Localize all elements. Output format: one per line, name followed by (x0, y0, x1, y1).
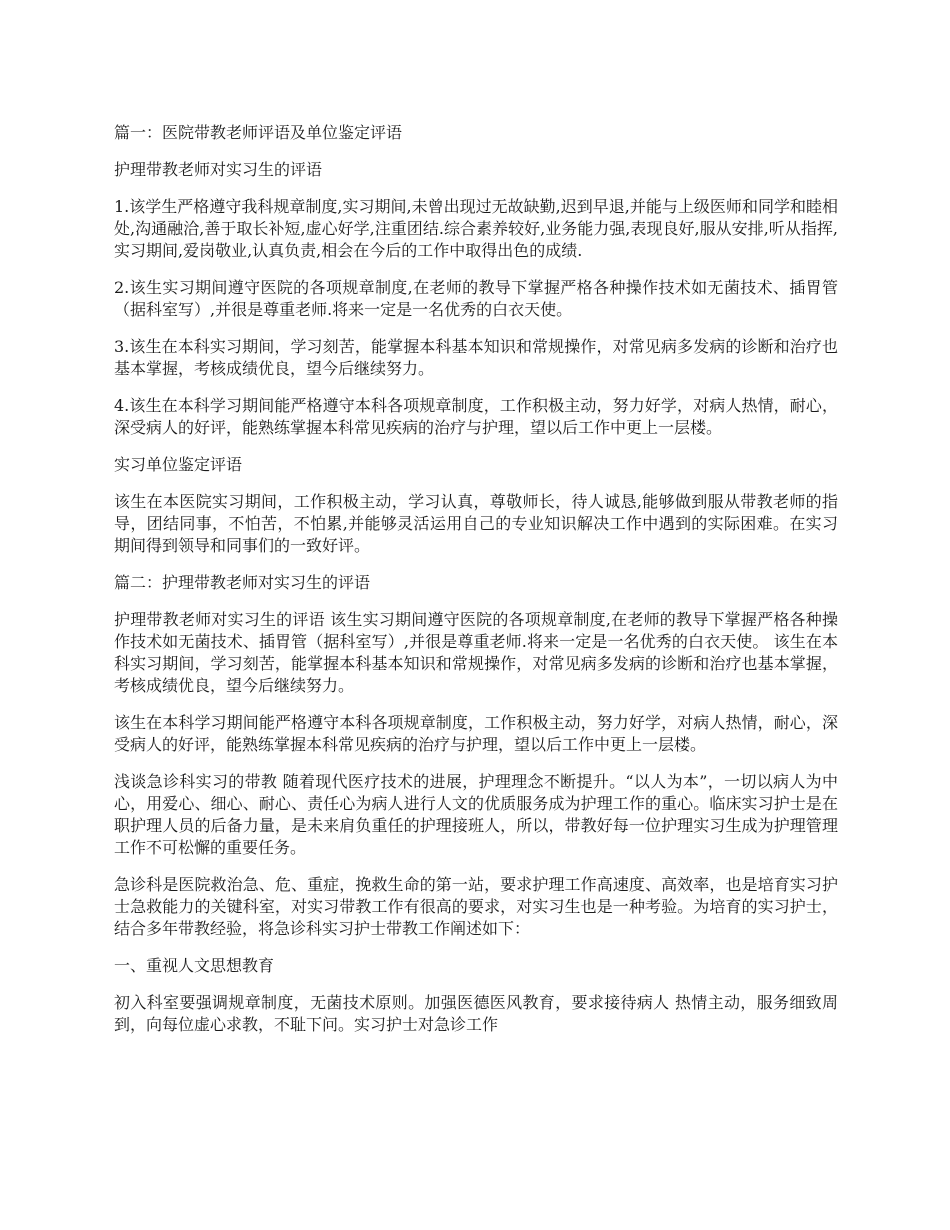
emergency-teaching-paragraph-1: 浅谈急诊科实习的带教 随着现代医疗技术的进展，护理理念不断提升。“以人为本”，一切以病人为中心，用爱心、细心、耐心、责任心为病人进行人文的优质服务成为护理工作的重心。临床实习护士是在职护理人员的后备力量，是未来肩负重任的护理接班人，所以，带教好每一位护理实习生成为护理管理工作不可松懈的重要任务。 (114, 772, 838, 857)
section-heading-part-two: 篇二：护理带教老师对实习生的评语 (114, 573, 371, 592)
subheading-unit-appraisal: 实习单位鉴定评语 (114, 455, 243, 474)
part-two-paragraph-1: 护理带教老师对实习生的评语 该生实习期间遵守医院的各项规章制度,在老师的教导下掌握严格各种操作技术如无菌技术、插胃管（据科室写）,并很是尊重老师.将来一定是一名优秀的白衣天使。 该生在本科实习期间，学习刻苦，能掌握本科基本知识和常规操作，对常见病多发病的诊断和治疗也基本掌握，考核成绩优良，望今后继续努力。 (114, 610, 838, 695)
humanistic-education-paragraph: 初入科室要强调规章制度，无菌技术原则。加强医德医风教育，要求接待病人 热情主动，服务细致周到，向每位虚心求教，不耻下问。实习护士对急诊工作 (114, 993, 838, 1034)
document-body (114, 122, 838, 1051)
subheading-humanistic-education: 一、重视人文思想教育 (114, 956, 275, 975)
section-heading-part-one: 篇一：医院带教老师评语及单位鉴定评语 (114, 123, 403, 142)
comment-paragraph-2: 2.该生实习期间遵守医院的各项规章制度,在老师的教导下掌握严格各种操作技术如无菌技术、插胃管（据科室写）,并很是尊重老师.将来一定是一名优秀的白衣天使。 (114, 278, 838, 319)
emergency-teaching-paragraph-2: 急诊科是医院救治急、危、重症，挽救生命的第一站，要求护理工作高速度、高效率，也是培育实习护士急救能力的关键科室，对实习带教工作有很高的要求，对实习生也是一种考验。为培育的实习护士，结合多年带教经验，将急诊科实习护士带教工作阐述如下： (114, 875, 838, 938)
comment-paragraph-1: 1.该学生严格遵守我科规章制度,实习期间,未曾出现过无故缺勤,迟到早退,并能与上级医师和同学和睦相处,沟通融洽,善于取长补短,虚心好学,注重团结.综合素养较好,业务能力强,表现良好,服从安排,听从指挥,实习期间,爱岗敬业,认真负责,相会在今后的工作中取得出色的成绩. (114, 197, 838, 260)
comment-paragraph-3: 3.该生在本科实习期间，学习刻苦，能掌握本科基本知识和常规操作，对常见病多发病的诊断和治疗也基本掌握，考核成绩优良，望今后继续努力。 (114, 337, 838, 378)
subheading-teacher-comments: 护理带教老师对实习生的评语 (114, 160, 323, 179)
unit-appraisal-paragraph: 该生在本医院实习期间，工作积极主动，学习认真，尊敬师长，待人诚恳,能够做到服从带教老师的指导，团结同事，不怕苦，不怕累,并能够灵活运用自己的专业知识解决工作中遇到的实际困难。在实习期间得到领导和同事们的一致好评。 (114, 492, 838, 555)
comment-paragraph-4: 4.该生在本科学习期间能严格遵守本科各项规章制度，工作积极主动，努力好学，对病人热情，耐心，深受病人的好评，能熟练掌握本科常见疾病的治疗与护理，望以后工作中更上一层楼。 (114, 396, 838, 437)
part-two-paragraph-2: 该生在本科学习期间能严格遵守本科各项规章制度，工作积极主动，努力好学，对病人热情，耐心，深受病人的好评，能熟练掌握本科常见疾病的治疗与护理，望以后工作中更上一层楼。 (114, 713, 838, 754)
